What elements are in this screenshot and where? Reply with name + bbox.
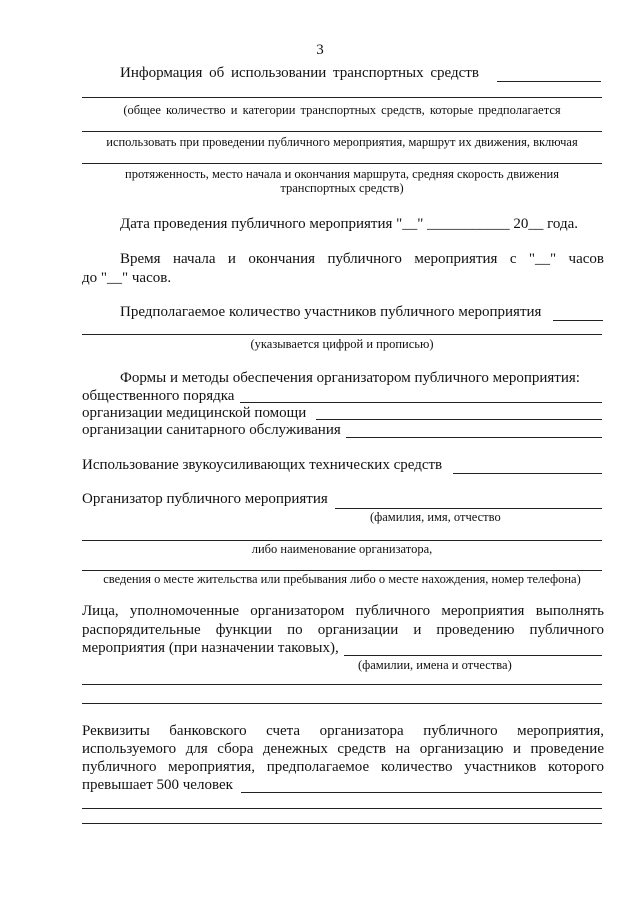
participants-hint: (указывается цифрой и прописью) xyxy=(250,337,434,351)
forms-heading: Формы и методы обеспечения организатором публичного мероприятия: xyxy=(120,370,580,386)
transport-fill-line-4[interactable] xyxy=(82,163,602,164)
participants-fill-line-2[interactable] xyxy=(82,334,602,335)
bank-fill-line-3[interactable] xyxy=(82,823,602,824)
transport-fill-line[interactable] xyxy=(497,81,601,82)
date-line: Дата проведения публичного мероприятия "__" ___________ 20__ года. xyxy=(120,216,579,232)
bank-line-4: превышает 500 человек xyxy=(82,777,233,793)
authorized-line-1: Лица, уполномоченные организатором публичного мероприятия выполнять xyxy=(82,603,604,619)
transport-hint-4: транспортных средств) xyxy=(280,181,404,195)
organizer-fill-line[interactable] xyxy=(335,508,602,509)
transport-hint-1: (общее количество и категории транспортных средств, которые предполагается xyxy=(123,103,561,117)
authorized-line-2: распорядительные функции по организации и проведению публичного xyxy=(82,622,604,638)
forms-order-label: общественного порядка xyxy=(82,388,235,404)
organizer-label: Организатор публичного мероприятия xyxy=(82,491,328,507)
organizer-hint-2: либо наименование организатора, xyxy=(251,542,433,556)
authorized-fill-line-2[interactable] xyxy=(82,684,602,685)
forms-medical-label: организации медицинской помощи xyxy=(82,405,307,421)
bank-line-2: используемого для сбора денежных средств на организацию и проведение xyxy=(82,741,604,757)
bank-line-3: публичного мероприятия, предполагаемое количество участников которого xyxy=(82,759,604,775)
bank-line-1: Реквизиты банковского счета организатора публичного мероприятия, xyxy=(82,723,604,739)
forms-medical-fill-line[interactable] xyxy=(316,419,602,420)
authorized-line-3: мероприятия (при назначении таковых), xyxy=(82,640,339,656)
page-number: 3 xyxy=(316,42,324,58)
participants-fill-line[interactable] xyxy=(553,320,603,321)
transport-hint-2: использовать при проведении публичного мероприятия, маршрут их движения, включая xyxy=(106,135,578,149)
authorized-hint: (фамилии, имена и отчества) xyxy=(358,658,512,672)
transport-fill-line-3[interactable] xyxy=(82,131,602,132)
sound-fill-line[interactable] xyxy=(453,473,602,474)
participants-label: Предполагаемое количество участников публичного мероприятия xyxy=(120,304,542,320)
forms-sanitary-fill-line[interactable] xyxy=(346,437,602,438)
organizer-fill-line-3[interactable] xyxy=(82,570,602,571)
organizer-hint-1: (фамилия, имя, отчество xyxy=(370,510,501,524)
authorized-fill-line[interactable] xyxy=(344,655,602,656)
transport-fill-line-2[interactable] xyxy=(82,97,602,98)
forms-order-fill-line[interactable] xyxy=(240,402,602,403)
authorized-fill-line-3[interactable] xyxy=(82,703,602,704)
transport-heading: Информация об использовании транспортных средств xyxy=(120,65,479,81)
organizer-fill-line-2[interactable] xyxy=(82,540,602,541)
organizer-hint-3: сведения о месте жительства или пребывания либо о месте нахождения, номер телефона) xyxy=(103,572,581,586)
forms-sanitary-label: организации санитарного обслуживания xyxy=(82,422,341,438)
time-line-1: Время начала и окончания публичного мероприятия с "__" часов xyxy=(120,251,604,267)
sound-label: Использование звукоусиливающих технических средств xyxy=(82,457,443,473)
time-line-2: до "__" часов. xyxy=(82,270,172,286)
bank-fill-line-2[interactable] xyxy=(82,808,602,809)
transport-hint-3: протяженность, место начала и окончания маршрута, средняя скорость движения xyxy=(125,167,559,181)
bank-fill-line[interactable] xyxy=(241,792,602,793)
